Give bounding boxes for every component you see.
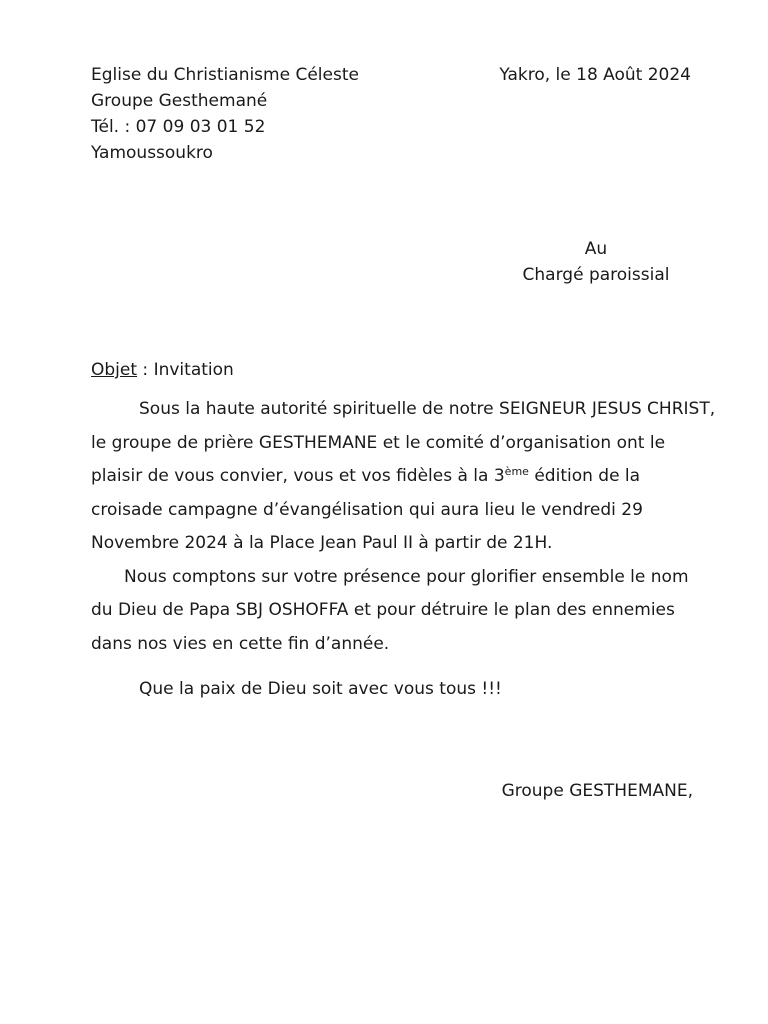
body-line [91,460,701,494]
subject-value: Invitation [153,360,234,380]
letter-body [91,393,716,661]
subject-separator: : [137,360,154,380]
body-line: Novembre 2024 à la Place Jean Paul II à partir de 21H. [91,533,553,553]
body-line: Sous la haute autorité spirituelle de notre SEIGNEUR JESUS CHRIST, [139,399,716,419]
body-line: du Dieu de Papa SBJ OSHOFFA et pour détruire le plan des ennemies [91,600,675,620]
sender-city: Yamoussoukro [91,143,213,163]
letter-date: Yakro, le 18 Août 2024 [499,65,691,85]
body-line: dans nos vies en cette fin d’année. [91,633,390,654]
subject-label: Objet [91,360,138,380]
sender-group: Groupe Gesthemané [91,91,268,111]
sender-phone: Tél. : 07 09 03 01 52 [91,117,266,137]
subject-line [91,357,234,383]
sender-church: Eglise du Christianisme Céleste [91,65,359,85]
recipient-block [498,236,694,288]
body-line-part: édition de la [528,466,641,486]
recipient-line-2: Chargé paroissial [522,265,670,285]
body-line: Nous comptons sur votre présence pour glorifier ensemble le nom [124,566,689,587]
recipient-line-1: Au [584,239,608,259]
body-paragraph-1 [91,393,716,561]
body-line: le groupe de prière GESTHEMANE et le comité d’organisation ont le [91,432,666,453]
sender-block [91,62,359,166]
body-paragraph-2 [91,561,701,662]
signature: Groupe GESTHEMANE, [501,781,693,801]
body-line: croisade campagne d’évangélisation qui aura lieu le vendredi 29 [91,499,643,520]
body-line-part: plaisir de vous convier, vous et vos fidèles à la 3 [91,466,505,486]
ordinal-superscript: ème [504,465,529,478]
closing-line: Que la paix de Dieu soit avec vous tous !!! [139,679,502,699]
